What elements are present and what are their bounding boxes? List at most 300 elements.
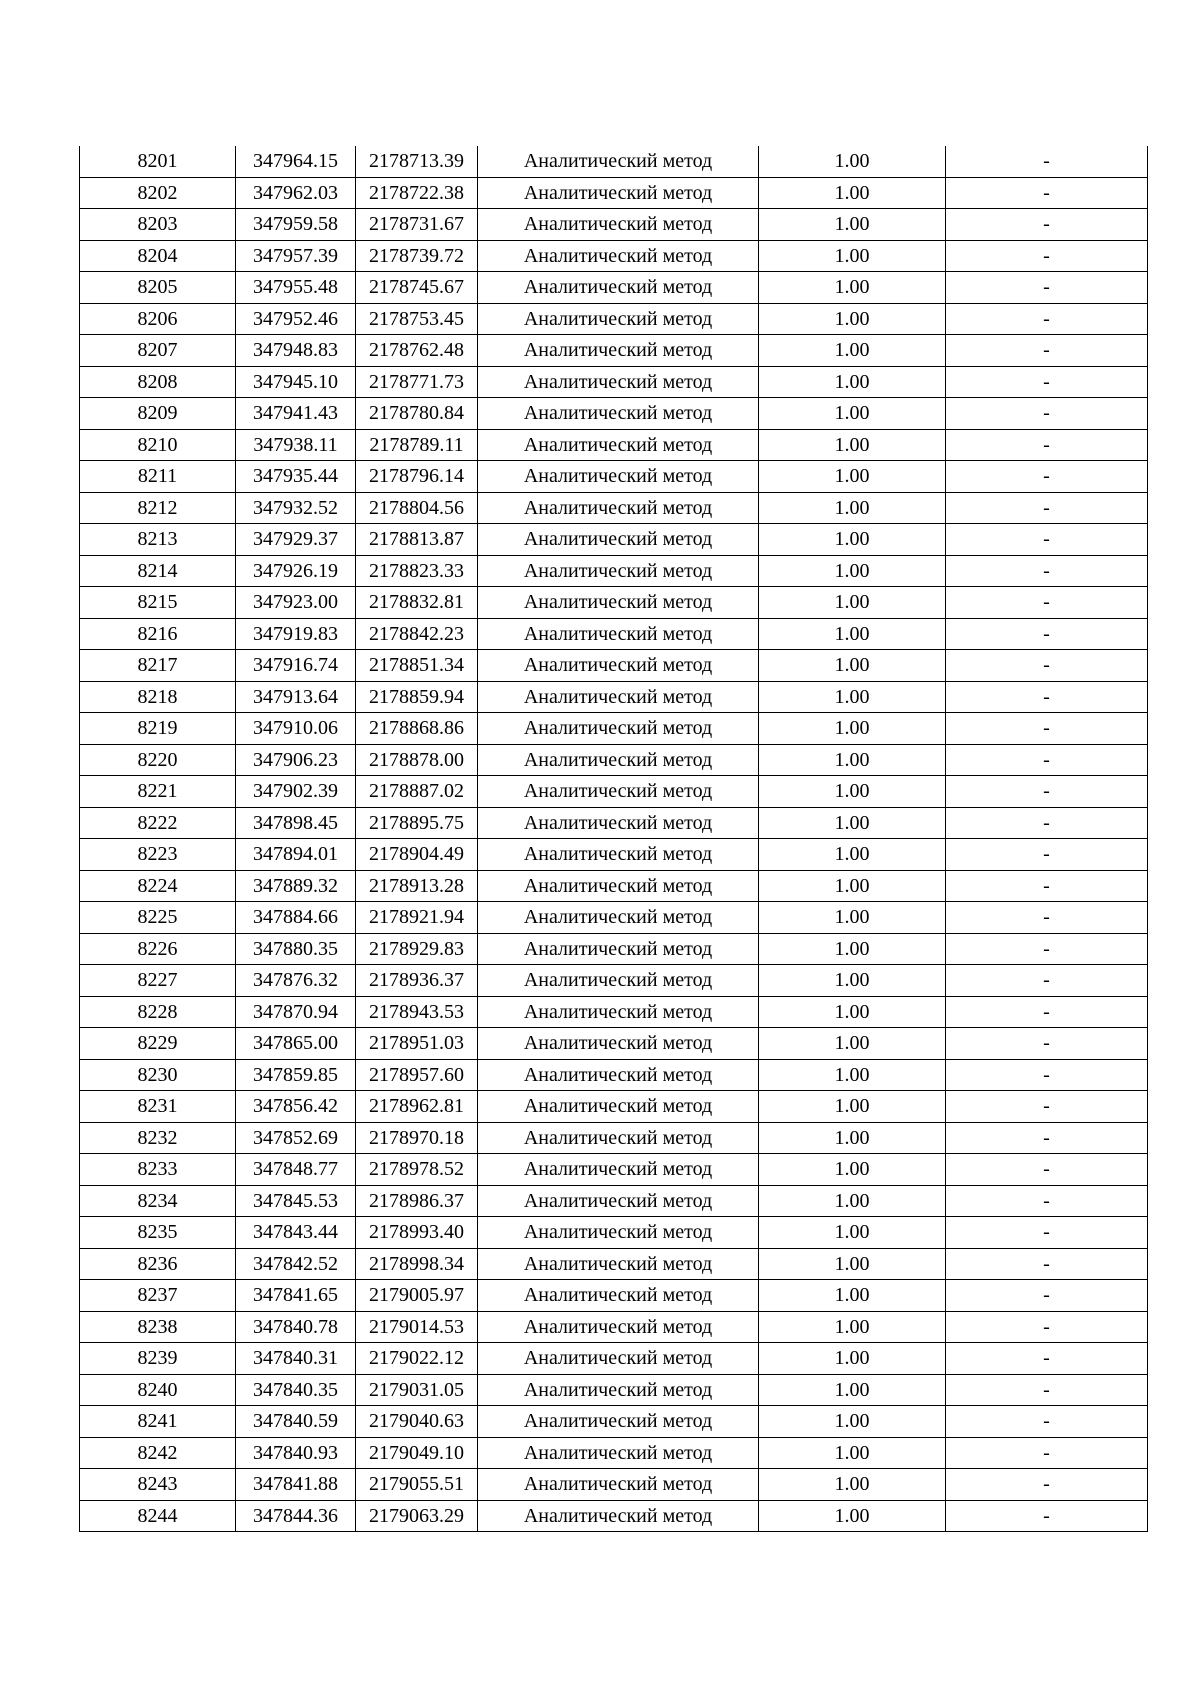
y-coordinate-cell: 2179031.05 xyxy=(356,1374,478,1406)
y-coordinate-cell: 2178851.34 xyxy=(356,650,478,682)
accuracy-cell: 1.00 xyxy=(759,492,946,524)
y-coordinate-cell: 2178762.48 xyxy=(356,335,478,367)
y-coordinate-cell: 2178929.83 xyxy=(356,933,478,965)
table-row xyxy=(80,776,1148,808)
note-cell: - xyxy=(946,303,1148,335)
method-cell: Аналитический метод xyxy=(478,555,759,587)
accuracy-cell: 1.00 xyxy=(759,335,946,367)
y-coordinate-cell: 2178970.18 xyxy=(356,1122,478,1154)
point-number-cell: 8215 xyxy=(80,587,236,619)
y-coordinate-cell: 2178878.00 xyxy=(356,744,478,776)
accuracy-cell: 1.00 xyxy=(759,461,946,493)
y-coordinate-cell: 2178771.73 xyxy=(356,366,478,398)
y-coordinate-cell: 2178936.37 xyxy=(356,965,478,997)
x-coordinate-cell: 347844.36 xyxy=(236,1500,356,1532)
table-row xyxy=(80,303,1148,335)
accuracy-cell: 1.00 xyxy=(759,587,946,619)
y-coordinate-cell: 2178739.72 xyxy=(356,240,478,272)
x-coordinate-cell: 347889.32 xyxy=(236,870,356,902)
point-number-cell: 8210 xyxy=(80,429,236,461)
note-cell: - xyxy=(946,744,1148,776)
method-cell: Аналитический метод xyxy=(478,335,759,367)
point-number-cell: 8218 xyxy=(80,681,236,713)
x-coordinate-cell: 347840.31 xyxy=(236,1343,356,1375)
y-coordinate-cell: 2178842.23 xyxy=(356,618,478,650)
x-coordinate-cell: 347848.77 xyxy=(236,1154,356,1186)
x-coordinate-cell: 347884.66 xyxy=(236,902,356,934)
method-cell: Аналитический метод xyxy=(478,933,759,965)
point-number-cell: 8232 xyxy=(80,1122,236,1154)
y-coordinate-cell: 2178804.56 xyxy=(356,492,478,524)
note-cell: - xyxy=(946,209,1148,241)
point-number-cell: 8209 xyxy=(80,398,236,430)
table-row xyxy=(80,744,1148,776)
y-coordinate-cell: 2178780.84 xyxy=(356,398,478,430)
x-coordinate-cell: 347964.15 xyxy=(236,146,356,177)
point-number-cell: 8205 xyxy=(80,272,236,304)
x-coordinate-cell: 347840.59 xyxy=(236,1406,356,1438)
x-coordinate-cell: 347948.83 xyxy=(236,335,356,367)
method-cell: Аналитический метод xyxy=(478,461,759,493)
x-coordinate-cell: 347840.78 xyxy=(236,1311,356,1343)
note-cell: - xyxy=(946,870,1148,902)
x-coordinate-cell: 347843.44 xyxy=(236,1217,356,1249)
method-cell: Аналитический метод xyxy=(478,1500,759,1532)
accuracy-cell: 1.00 xyxy=(759,870,946,902)
method-cell: Аналитический метод xyxy=(478,965,759,997)
x-coordinate-cell: 347898.45 xyxy=(236,807,356,839)
note-cell: - xyxy=(946,1311,1148,1343)
point-number-cell: 8225 xyxy=(80,902,236,934)
accuracy-cell: 1.00 xyxy=(759,713,946,745)
point-number-cell: 8229 xyxy=(80,1028,236,1060)
x-coordinate-cell: 347856.42 xyxy=(236,1091,356,1123)
y-coordinate-cell: 2179055.51 xyxy=(356,1469,478,1501)
point-number-cell: 8207 xyxy=(80,335,236,367)
note-cell: - xyxy=(946,461,1148,493)
point-number-cell: 8230 xyxy=(80,1059,236,1091)
point-number-cell: 8243 xyxy=(80,1469,236,1501)
accuracy-cell: 1.00 xyxy=(759,1343,946,1375)
y-coordinate-cell: 2179005.97 xyxy=(356,1280,478,1312)
x-coordinate-cell: 347916.74 xyxy=(236,650,356,682)
table-row xyxy=(80,1500,1148,1532)
method-cell: Аналитический метод xyxy=(478,744,759,776)
point-number-cell: 8238 xyxy=(80,1311,236,1343)
method-cell: Аналитический метод xyxy=(478,1437,759,1469)
method-cell: Аналитический метод xyxy=(478,1374,759,1406)
method-cell: Аналитический метод xyxy=(478,240,759,272)
note-cell: - xyxy=(946,272,1148,304)
method-cell: Аналитический метод xyxy=(478,1469,759,1501)
point-number-cell: 8206 xyxy=(80,303,236,335)
y-coordinate-cell: 2178962.81 xyxy=(356,1091,478,1123)
accuracy-cell: 1.00 xyxy=(759,933,946,965)
table-row xyxy=(80,209,1148,241)
note-cell: - xyxy=(946,524,1148,556)
table-row xyxy=(80,681,1148,713)
accuracy-cell: 1.00 xyxy=(759,1500,946,1532)
point-number-cell: 8228 xyxy=(80,996,236,1028)
method-cell: Аналитический метод xyxy=(478,1122,759,1154)
table-row xyxy=(80,1028,1148,1060)
method-cell: Аналитический метод xyxy=(478,1091,759,1123)
note-cell: - xyxy=(946,1122,1148,1154)
x-coordinate-cell: 347935.44 xyxy=(236,461,356,493)
note-cell: - xyxy=(946,1091,1148,1123)
method-cell: Аналитический метод xyxy=(478,870,759,902)
method-cell: Аналитический метод xyxy=(478,1217,759,1249)
x-coordinate-cell: 347906.23 xyxy=(236,744,356,776)
table-row xyxy=(80,1185,1148,1217)
method-cell: Аналитический метод xyxy=(478,587,759,619)
note-cell: - xyxy=(946,146,1148,177)
point-number-cell: 8227 xyxy=(80,965,236,997)
method-cell: Аналитический метод xyxy=(478,272,759,304)
accuracy-cell: 1.00 xyxy=(759,839,946,871)
method-cell: Аналитический метод xyxy=(478,839,759,871)
y-coordinate-cell: 2178731.67 xyxy=(356,209,478,241)
point-number-cell: 8201 xyxy=(80,146,236,177)
table-row xyxy=(80,870,1148,902)
y-coordinate-cell: 2178796.14 xyxy=(356,461,478,493)
method-cell: Аналитический метод xyxy=(478,177,759,209)
x-coordinate-cell: 347932.52 xyxy=(236,492,356,524)
x-coordinate-cell: 347840.35 xyxy=(236,1374,356,1406)
accuracy-cell: 1.00 xyxy=(759,996,946,1028)
x-coordinate-cell: 347955.48 xyxy=(236,272,356,304)
table-row xyxy=(80,492,1148,524)
note-cell: - xyxy=(946,1217,1148,1249)
accuracy-cell: 1.00 xyxy=(759,524,946,556)
table-row xyxy=(80,335,1148,367)
table-row xyxy=(80,1343,1148,1375)
y-coordinate-cell: 2178998.34 xyxy=(356,1248,478,1280)
note-cell: - xyxy=(946,1500,1148,1532)
point-number-cell: 8233 xyxy=(80,1154,236,1186)
method-cell: Аналитический метод xyxy=(478,1311,759,1343)
table-row xyxy=(80,965,1148,997)
note-cell: - xyxy=(946,1248,1148,1280)
x-coordinate-cell: 347938.11 xyxy=(236,429,356,461)
accuracy-cell: 1.00 xyxy=(759,209,946,241)
point-number-cell: 8212 xyxy=(80,492,236,524)
accuracy-cell: 1.00 xyxy=(759,902,946,934)
table-row xyxy=(80,996,1148,1028)
note-cell: - xyxy=(946,1154,1148,1186)
note-cell: - xyxy=(946,1059,1148,1091)
accuracy-cell: 1.00 xyxy=(759,1280,946,1312)
y-coordinate-cell: 2179040.63 xyxy=(356,1406,478,1438)
y-coordinate-cell: 2178713.39 xyxy=(356,146,478,177)
note-cell: - xyxy=(946,618,1148,650)
point-number-cell: 8211 xyxy=(80,461,236,493)
y-coordinate-cell: 2179022.12 xyxy=(356,1343,478,1375)
x-coordinate-cell: 347959.58 xyxy=(236,209,356,241)
point-number-cell: 8237 xyxy=(80,1280,236,1312)
accuracy-cell: 1.00 xyxy=(759,1374,946,1406)
y-coordinate-cell: 2178943.53 xyxy=(356,996,478,1028)
x-coordinate-cell: 347859.85 xyxy=(236,1059,356,1091)
point-number-cell: 8204 xyxy=(80,240,236,272)
note-cell: - xyxy=(946,776,1148,808)
note-cell: - xyxy=(946,1406,1148,1438)
note-cell: - xyxy=(946,650,1148,682)
y-coordinate-cell: 2178745.67 xyxy=(356,272,478,304)
point-number-cell: 8236 xyxy=(80,1248,236,1280)
point-number-cell: 8242 xyxy=(80,1437,236,1469)
point-number-cell: 8226 xyxy=(80,933,236,965)
method-cell: Аналитический метод xyxy=(478,1028,759,1060)
y-coordinate-cell: 2178904.49 xyxy=(356,839,478,871)
table-row xyxy=(80,1406,1148,1438)
coordinates-table-body xyxy=(80,146,1148,1532)
accuracy-cell: 1.00 xyxy=(759,807,946,839)
y-coordinate-cell: 2179063.29 xyxy=(356,1500,478,1532)
table-row xyxy=(80,146,1148,177)
table-row xyxy=(80,713,1148,745)
note-cell: - xyxy=(946,1374,1148,1406)
x-coordinate-cell: 347913.64 xyxy=(236,681,356,713)
note-cell: - xyxy=(946,1437,1148,1469)
accuracy-cell: 1.00 xyxy=(759,366,946,398)
note-cell: - xyxy=(946,366,1148,398)
note-cell: - xyxy=(946,965,1148,997)
method-cell: Аналитический метод xyxy=(478,209,759,241)
y-coordinate-cell: 2178813.87 xyxy=(356,524,478,556)
accuracy-cell: 1.00 xyxy=(759,744,946,776)
method-cell: Аналитический метод xyxy=(478,1343,759,1375)
table-row xyxy=(80,461,1148,493)
x-coordinate-cell: 347852.69 xyxy=(236,1122,356,1154)
table-row xyxy=(80,429,1148,461)
accuracy-cell: 1.00 xyxy=(759,681,946,713)
method-cell: Аналитический метод xyxy=(478,492,759,524)
table-row xyxy=(80,177,1148,209)
note-cell: - xyxy=(946,996,1148,1028)
accuracy-cell: 1.00 xyxy=(759,1028,946,1060)
y-coordinate-cell: 2178722.38 xyxy=(356,177,478,209)
point-number-cell: 8202 xyxy=(80,177,236,209)
point-number-cell: 8241 xyxy=(80,1406,236,1438)
point-number-cell: 8231 xyxy=(80,1091,236,1123)
method-cell: Аналитический метод xyxy=(478,429,759,461)
point-number-cell: 8217 xyxy=(80,650,236,682)
x-coordinate-cell: 347876.32 xyxy=(236,965,356,997)
point-number-cell: 8239 xyxy=(80,1343,236,1375)
x-coordinate-cell: 347894.01 xyxy=(236,839,356,871)
point-number-cell: 8213 xyxy=(80,524,236,556)
table-row xyxy=(80,933,1148,965)
accuracy-cell: 1.00 xyxy=(759,650,946,682)
method-cell: Аналитический метод xyxy=(478,776,759,808)
x-coordinate-cell: 347952.46 xyxy=(236,303,356,335)
x-coordinate-cell: 347840.93 xyxy=(236,1437,356,1469)
x-coordinate-cell: 347845.53 xyxy=(236,1185,356,1217)
accuracy-cell: 1.00 xyxy=(759,146,946,177)
table-row xyxy=(80,902,1148,934)
note-cell: - xyxy=(946,492,1148,524)
table-row xyxy=(80,1122,1148,1154)
method-cell: Аналитический метод xyxy=(478,1280,759,1312)
x-coordinate-cell: 347957.39 xyxy=(236,240,356,272)
y-coordinate-cell: 2179049.10 xyxy=(356,1437,478,1469)
table-row xyxy=(80,524,1148,556)
x-coordinate-cell: 347926.19 xyxy=(236,555,356,587)
method-cell: Аналитический метод xyxy=(478,1406,759,1438)
method-cell: Аналитический метод xyxy=(478,902,759,934)
y-coordinate-cell: 2178868.86 xyxy=(356,713,478,745)
note-cell: - xyxy=(946,1185,1148,1217)
accuracy-cell: 1.00 xyxy=(759,1091,946,1123)
point-number-cell: 8223 xyxy=(80,839,236,871)
accuracy-cell: 1.00 xyxy=(759,1185,946,1217)
table-row xyxy=(80,272,1148,304)
coordinates-table xyxy=(79,146,1148,1532)
note-cell: - xyxy=(946,335,1148,367)
x-coordinate-cell: 347842.52 xyxy=(236,1248,356,1280)
note-cell: - xyxy=(946,933,1148,965)
y-coordinate-cell: 2178921.94 xyxy=(356,902,478,934)
y-coordinate-cell: 2178913.28 xyxy=(356,870,478,902)
accuracy-cell: 1.00 xyxy=(759,303,946,335)
table-row xyxy=(80,618,1148,650)
x-coordinate-cell: 347880.35 xyxy=(236,933,356,965)
table-row xyxy=(80,240,1148,272)
accuracy-cell: 1.00 xyxy=(759,1311,946,1343)
point-number-cell: 8235 xyxy=(80,1217,236,1249)
x-coordinate-cell: 347902.39 xyxy=(236,776,356,808)
accuracy-cell: 1.00 xyxy=(759,1122,946,1154)
note-cell: - xyxy=(946,839,1148,871)
note-cell: - xyxy=(946,681,1148,713)
accuracy-cell: 1.00 xyxy=(759,177,946,209)
point-number-cell: 8240 xyxy=(80,1374,236,1406)
x-coordinate-cell: 347841.65 xyxy=(236,1280,356,1312)
table-row xyxy=(80,839,1148,871)
x-coordinate-cell: 347870.94 xyxy=(236,996,356,1028)
method-cell: Аналитический метод xyxy=(478,398,759,430)
y-coordinate-cell: 2178753.45 xyxy=(356,303,478,335)
table-row xyxy=(80,1437,1148,1469)
table-row xyxy=(80,650,1148,682)
point-number-cell: 8221 xyxy=(80,776,236,808)
y-coordinate-cell: 2178951.03 xyxy=(356,1028,478,1060)
method-cell: Аналитический метод xyxy=(478,1059,759,1091)
note-cell: - xyxy=(946,1028,1148,1060)
method-cell: Аналитический метод xyxy=(478,1154,759,1186)
x-coordinate-cell: 347923.00 xyxy=(236,587,356,619)
y-coordinate-cell: 2178993.40 xyxy=(356,1217,478,1249)
point-number-cell: 8222 xyxy=(80,807,236,839)
note-cell: - xyxy=(946,807,1148,839)
method-cell: Аналитический метод xyxy=(478,807,759,839)
point-number-cell: 8214 xyxy=(80,555,236,587)
y-coordinate-cell: 2178978.52 xyxy=(356,1154,478,1186)
table-row xyxy=(80,1091,1148,1123)
accuracy-cell: 1.00 xyxy=(759,1154,946,1186)
table-row xyxy=(80,1154,1148,1186)
note-cell: - xyxy=(946,1343,1148,1375)
accuracy-cell: 1.00 xyxy=(759,1469,946,1501)
note-cell: - xyxy=(946,177,1148,209)
method-cell: Аналитический метод xyxy=(478,618,759,650)
table-row xyxy=(80,1311,1148,1343)
accuracy-cell: 1.00 xyxy=(759,398,946,430)
note-cell: - xyxy=(946,713,1148,745)
accuracy-cell: 1.00 xyxy=(759,1248,946,1280)
table-row xyxy=(80,366,1148,398)
table-row xyxy=(80,1469,1148,1501)
table-row xyxy=(80,587,1148,619)
point-number-cell: 8244 xyxy=(80,1500,236,1532)
point-number-cell: 8219 xyxy=(80,713,236,745)
note-cell: - xyxy=(946,555,1148,587)
y-coordinate-cell: 2178957.60 xyxy=(356,1059,478,1091)
y-coordinate-cell: 2178887.02 xyxy=(356,776,478,808)
accuracy-cell: 1.00 xyxy=(759,1437,946,1469)
point-number-cell: 8208 xyxy=(80,366,236,398)
y-coordinate-cell: 2178859.94 xyxy=(356,681,478,713)
table-row xyxy=(80,1059,1148,1091)
accuracy-cell: 1.00 xyxy=(759,1406,946,1438)
accuracy-cell: 1.00 xyxy=(759,555,946,587)
method-cell: Аналитический метод xyxy=(478,1248,759,1280)
y-coordinate-cell: 2178986.37 xyxy=(356,1185,478,1217)
method-cell: Аналитический метод xyxy=(478,303,759,335)
y-coordinate-cell: 2178789.11 xyxy=(356,429,478,461)
note-cell: - xyxy=(946,398,1148,430)
accuracy-cell: 1.00 xyxy=(759,240,946,272)
table-row xyxy=(80,1374,1148,1406)
note-cell: - xyxy=(946,1469,1148,1501)
note-cell: - xyxy=(946,1280,1148,1312)
x-coordinate-cell: 347962.03 xyxy=(236,177,356,209)
x-coordinate-cell: 347910.06 xyxy=(236,713,356,745)
table-row xyxy=(80,555,1148,587)
y-coordinate-cell: 2178895.75 xyxy=(356,807,478,839)
method-cell: Аналитический метод xyxy=(478,681,759,713)
note-cell: - xyxy=(946,902,1148,934)
point-number-cell: 8234 xyxy=(80,1185,236,1217)
note-cell: - xyxy=(946,240,1148,272)
x-coordinate-cell: 347841.88 xyxy=(236,1469,356,1501)
table-row xyxy=(80,1248,1148,1280)
method-cell: Аналитический метод xyxy=(478,650,759,682)
x-coordinate-cell: 347941.43 xyxy=(236,398,356,430)
y-coordinate-cell: 2179014.53 xyxy=(356,1311,478,1343)
y-coordinate-cell: 2178832.81 xyxy=(356,587,478,619)
accuracy-cell: 1.00 xyxy=(759,618,946,650)
x-coordinate-cell: 347919.83 xyxy=(236,618,356,650)
method-cell: Аналитический метод xyxy=(478,146,759,177)
point-number-cell: 8224 xyxy=(80,870,236,902)
note-cell: - xyxy=(946,587,1148,619)
x-coordinate-cell: 347929.37 xyxy=(236,524,356,556)
point-number-cell: 8220 xyxy=(80,744,236,776)
y-coordinate-cell: 2178823.33 xyxy=(356,555,478,587)
method-cell: Аналитический метод xyxy=(478,524,759,556)
method-cell: Аналитический метод xyxy=(478,713,759,745)
point-number-cell: 8216 xyxy=(80,618,236,650)
accuracy-cell: 1.00 xyxy=(759,1059,946,1091)
accuracy-cell: 1.00 xyxy=(759,272,946,304)
table-row xyxy=(80,398,1148,430)
note-cell: - xyxy=(946,429,1148,461)
accuracy-cell: 1.00 xyxy=(759,965,946,997)
accuracy-cell: 1.00 xyxy=(759,776,946,808)
accuracy-cell: 1.00 xyxy=(759,429,946,461)
